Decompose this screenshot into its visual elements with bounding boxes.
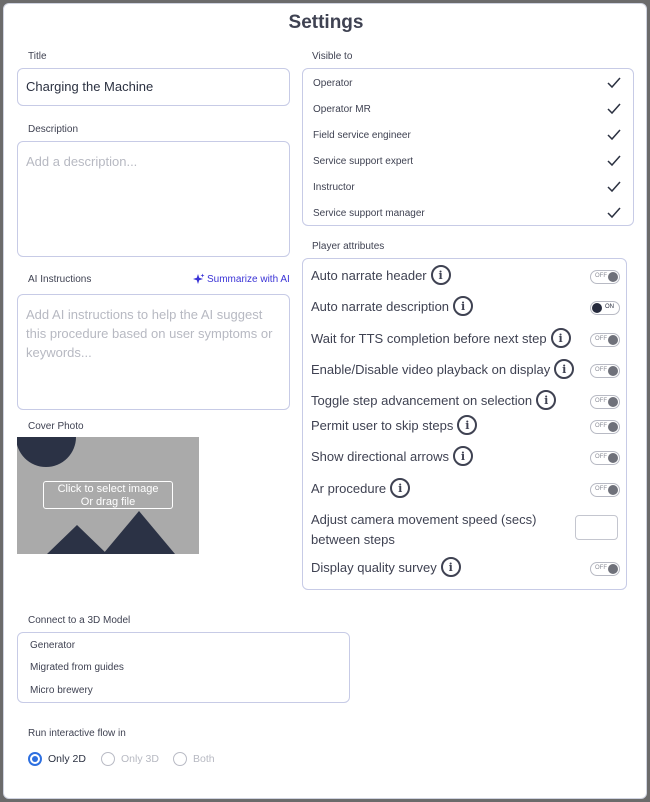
camera-speed-line2: between steps <box>311 532 395 547</box>
radio-circle <box>28 752 42 766</box>
attr-ar-procedure <box>311 478 410 498</box>
sparkle-icon <box>192 273 205 286</box>
toggle-state: OFF <box>595 367 607 373</box>
player-attributes-label: Player attributes <box>312 241 385 252</box>
player-attributes-panel <box>302 258 627 590</box>
toggle-skip-steps[interactable] <box>590 420 620 434</box>
check-icon <box>607 180 621 194</box>
description-placeholder: Add a description... <box>26 154 138 169</box>
visible-to-item-label: Service support manager <box>313 207 425 219</box>
title-input[interactable] <box>17 68 290 106</box>
toggle-video-playback[interactable] <box>590 364 620 378</box>
toggle-state: OFF <box>595 398 607 404</box>
ai-instructions-textarea[interactable] <box>17 294 290 410</box>
check-icon <box>607 76 621 90</box>
info-icon[interactable]: i <box>536 390 556 410</box>
attr-quality-survey <box>311 557 461 577</box>
info-icon[interactable]: i <box>551 328 571 348</box>
info-icon[interactable]: i <box>441 557 461 577</box>
check-icon <box>607 128 621 142</box>
title-label: Title <box>28 51 47 62</box>
placeholder-line: this procedure based on user symptoms or <box>26 326 273 341</box>
attr-directional-arrows <box>311 446 473 466</box>
attr-auto-narrate-description <box>311 296 473 316</box>
visible-to-item-service-support-manager[interactable] <box>313 200 621 226</box>
toggle-knob <box>592 303 602 313</box>
attr-label: Toggle step advancement on selection <box>311 392 533 408</box>
check-icon <box>607 102 621 116</box>
select-image-line1: Click to select image <box>57 483 159 495</box>
description-label: Description <box>28 124 79 135</box>
radio-label: Only 2D <box>48 753 86 765</box>
info-icon[interactable]: i <box>554 359 574 379</box>
page-title: Settings <box>288 12 364 33</box>
model-item-migrated[interactable]: Migrated from guides <box>30 662 124 673</box>
toggle-state: OFF <box>595 423 607 429</box>
attr-label: Display quality survey <box>311 559 437 575</box>
ai-instructions-placeholder <box>18 295 289 372</box>
select-image-line2: Or drag file <box>80 496 136 508</box>
description-textarea[interactable] <box>17 141 290 257</box>
select-image-button[interactable] <box>43 481 173 509</box>
check-icon <box>607 154 621 168</box>
visible-to-label: Visible to <box>312 51 353 62</box>
cover-photo-label: Cover Photo <box>28 421 84 432</box>
toggle-auto-narrate-description[interactable] <box>590 301 620 315</box>
model-3d-label: Connect to a 3D Model <box>28 615 131 626</box>
summarize-label: Summarize with AI <box>207 274 290 285</box>
title-input-value: Charging the Machine <box>26 79 154 94</box>
radio-circle <box>173 752 187 766</box>
visible-to-item-label: Operator MR <box>313 103 371 115</box>
toggle-state: OFF <box>595 336 607 342</box>
attr-step-advancement <box>311 390 556 410</box>
settings-panel <box>3 3 647 799</box>
model-item-micro-brewery[interactable]: Micro brewery <box>30 685 93 696</box>
visible-to-item-operator-mr[interactable] <box>313 96 621 122</box>
visible-to-item-field-service-engineer[interactable] <box>313 122 621 148</box>
info-icon[interactable]: i <box>390 478 410 498</box>
visible-to-item-label: Operator <box>313 77 353 89</box>
toggle-auto-narrate-header[interactable] <box>590 270 620 284</box>
attr-wait-for-tts <box>311 328 571 348</box>
placeholder-line: Add AI instructions to help the AI suggest <box>26 307 263 322</box>
toggle-knob <box>608 422 618 432</box>
toggle-state: ON <box>605 304 614 310</box>
toggle-knob <box>608 485 618 495</box>
toggle-directional-arrows[interactable] <box>590 451 620 465</box>
radio-label: Only 3D <box>121 753 159 765</box>
camera-speed-input[interactable] <box>575 515 618 540</box>
attr-auto-narrate-header <box>311 265 451 285</box>
toggle-wait-for-tts[interactable] <box>590 333 620 347</box>
toggle-knob <box>608 453 618 463</box>
cover-photo-dropzone[interactable] <box>17 437 199 554</box>
toggle-knob <box>608 335 618 345</box>
visible-to-item-label: Instructor <box>313 181 355 193</box>
visible-to-list <box>302 68 634 226</box>
attr-label: Enable/Disable video playback on display <box>311 361 551 377</box>
visible-to-item-label: Service support expert <box>313 155 414 167</box>
radio-only-3d[interactable] <box>101 752 159 766</box>
attr-label: Wait for TTS completion before next step <box>311 330 547 346</box>
toggle-knob <box>608 366 618 376</box>
toggle-ar-procedure[interactable] <box>590 483 620 497</box>
attr-camera-speed <box>311 510 536 550</box>
summarize-with-ai-button[interactable] <box>192 273 290 286</box>
interactive-flow-label: Run interactive flow in <box>28 728 126 739</box>
attr-label: Ar procedure <box>311 480 387 496</box>
check-icon <box>607 206 621 220</box>
visible-to-item-operator[interactable] <box>313 70 621 96</box>
visible-to-item-service-support-expert[interactable] <box>313 148 621 174</box>
attr-video-playback <box>311 359 574 379</box>
ai-instructions-label: AI Instructions <box>28 274 92 285</box>
radio-circle <box>101 752 115 766</box>
attr-label: Auto narrate description <box>311 298 450 314</box>
toggle-knob <box>608 272 618 282</box>
info-icon[interactable]: i <box>457 415 477 435</box>
toggle-state: OFF <box>595 565 607 571</box>
attr-skip-steps <box>311 415 477 435</box>
attr-label: Show directional arrows <box>311 448 450 464</box>
camera-speed-line1: Adjust camera movement speed (secs) <box>311 512 537 527</box>
info-icon[interactable]: i <box>453 446 473 466</box>
placeholder-line: keywords... <box>26 345 92 360</box>
toggle-state: OFF <box>595 486 607 492</box>
radio-both[interactable] <box>173 752 215 766</box>
info-icon[interactable]: i <box>453 296 473 316</box>
toggle-quality-survey[interactable] <box>590 562 620 576</box>
attr-label: Auto narrate header <box>311 267 427 283</box>
attr-label: Permit user to skip steps <box>311 417 454 433</box>
toggle-knob <box>608 564 618 574</box>
info-icon[interactable]: i <box>431 265 451 285</box>
model-item-generator[interactable]: Generator <box>30 640 76 651</box>
visible-to-item-instructor[interactable] <box>313 174 621 200</box>
model-3d-list <box>17 632 350 703</box>
visible-to-item-label: Field service engineer <box>313 129 411 141</box>
toggle-state: OFF <box>595 273 607 279</box>
radio-only-2d[interactable] <box>28 752 86 766</box>
radio-label: Both <box>193 753 215 765</box>
toggle-knob <box>608 397 618 407</box>
toggle-state: OFF <box>595 454 607 460</box>
toggle-step-advancement[interactable] <box>590 395 620 409</box>
